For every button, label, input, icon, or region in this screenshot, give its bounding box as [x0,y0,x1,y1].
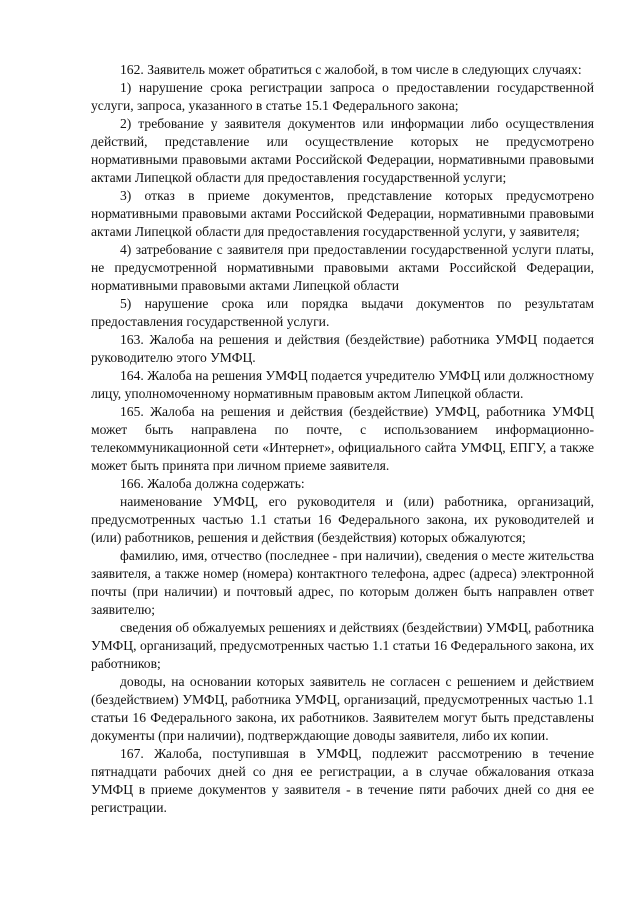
paragraph-162-intro: 162. Заявитель может обратиться с жалобой, в том числе в следующих случаях: [120,62,582,77]
paragraph-166-intro: 166. Жалоба должна содержать: [120,476,305,491]
paragraph-166-decisions: сведения об обжалуемых решениях и действиях (бездействии) УМФЦ, работника УМФЦ, организаций, предусмотренных частью 1.1 статьи 16 Федерального закона, их работников; [91,620,594,671]
paragraph-163: 163. Жалоба на решения и действия (бездействие) работника УМФЦ подается руководителю этого УМФЦ. [91,332,594,365]
paragraph-164: 164. Жалоба на решения УМФЦ подается учредителю УМФЦ или должностному лицу, уполномоченному нормативным правовым актом Липецкой области. [91,368,594,401]
paragraph-166-arguments: доводы, на основании которых заявитель не согласен с решением и действием (бездействием) УМФЦ, работника УМФЦ, организаций, предусмотренных частью 1.1 статьи 16 Федерального закона, их работников. Заявителем могут быть представлены документы (при наличии), подтверждающие доводы заявителя, либо их копии. [91,674,594,743]
paragraph-162-item-1: 1) нарушение срока регистрации запроса о предоставлении государственной услуги, запроса, указанного в статье 15.1 Федерального закона; [91,80,594,113]
paragraph-162-item-4: 4) затребование с заявителя при предоставлении государственной услуги платы, не предусмотренной нормативными правовыми актами Российской Федерации, нормативными правовыми актами Липецкой области [91,242,594,293]
paragraph-167: 167. Жалоба, поступившая в УМФЦ, подлежит рассмотрению в течение пятнадцати рабочих дней со дня ее регистрации, а в случае обжалования отказа УМФЦ в приеме документов у заявителя - в течение пяти рабочих дней со дня ее регистрации. [91,746,594,815]
paragraph-162-item-2: 2) требование у заявителя документов или информации либо осуществления действий, представление или осуществление которых не предусмотрено нормативными правовыми актами Российской Федерации, нормативными правовыми актами Липецкой области для предоставления государственной услуги; [91,116,594,185]
paragraph-165: 165. Жалоба на решения и действия (бездействие) УМФЦ, работника УМФЦ может быть направлена по почте, с использованием информационно-телекоммуникационной сети «Интернет», официального сайта УМФЦ, ЕПГУ, а также может быть принята при личном приеме заявителя. [91,404,594,473]
document-page [91,61,594,817]
paragraph-166-contacts: фамилию, имя, отчество (последнее - при наличии), сведения о месте жительства заявителя, а также номер (номера) контактного телефона, адрес (адреса) электронной почты (при наличии) и почтовый адрес, по которым должен быть направлен ответ заявителю; [91,548,594,617]
paragraph-162-item-3: 3) отказ в приеме документов, представление которых предусмотрено нормативными правовыми актами Российской Федерации, нормативными правовыми актами Липецкой области для предоставления государственной услуги, у заявителя; [91,188,594,239]
paragraph-162-item-5: 5) нарушение срока или порядка выдачи документов по результатам предоставления государственной услуги. [91,296,594,329]
paragraph-166-name: наименование УМФЦ, его руководителя и (или) работника, организаций, предусмотренных частью 1.1 статьи 16 Федерального закона, их руководителей и (или) работников, решения и действия (бездействия) которых обжалуются; [91,494,594,545]
